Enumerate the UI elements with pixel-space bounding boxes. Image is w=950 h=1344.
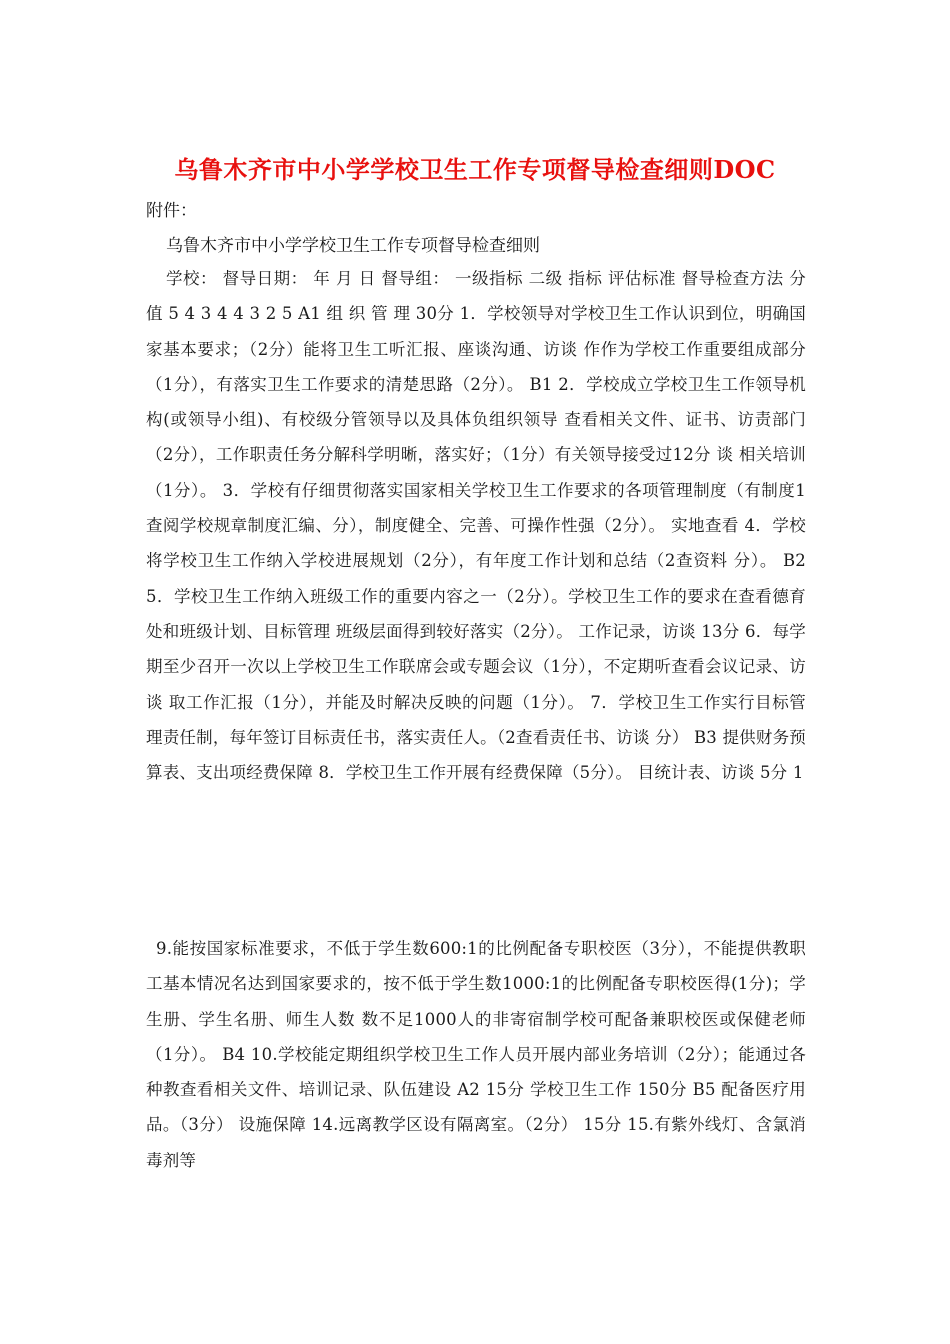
body-paragraph: 9.能按国家标准要求，不低于学生数600:1的比例配备专职校医（3分），不能提供教职工基本情况名达到国家要求的，按不低于学生数1000:1的比例配备专职校医得(1分)；学生册、学生名册、师生人数 数不足1000人的非寄宿制学校可配备兼职校医或保健老师（1分）。 B4 10.学校能定期组织学校卫生工作人员开展内部业务培训（2分）；能通过各种教查看相关文件、培训记录、队伍建设 A2 15分 学校卫生工作 150分 B5 配备医疗用品。（3分） 设施保障 14.远离教学区设有隔离室。（2分） 15分 15.有紫外线灯、含氯消毒剂等 (146, 939, 806, 1170)
attachment-label: 附件： (146, 201, 197, 221)
document-subtitle: 乌鲁木齐市中小学学校卫生工作专项督导检查细则 (166, 236, 540, 256)
body-paragraph: 学校： 督导日期： 年 月 日 督导组： 一级指标 二级 指标 评估标准 督导检查方法 分值 5 4 3 4 4 3 2 5 A1 组 织 管 理 30分 1．学校领导对学校卫生工作认识到位，明确国家基本要求；（2分）能将卫生工听汇报、座谈沟通、访谈 作作为学校工作重要组成部分（1分），有落实卫生工作要求的清楚思路（2分）。 B1 2．学校成立学校卫生工作领导机构(或领导小组)、有校级分管领导以及具体负组织领导 查看相关文件、证书、访责部门（2分），工作职责任务分解科学明晰，落实好；（1分）有关领导接受过12分 谈 相关培训（1分）。 3．学校有仔细贯彻落实国家相关学校卫生工作要求的各项管理制度（有制度1查阅学校规章制度汇编、分），制度健全、完善、可操作性强（2分）。 实地查看 4．学校将学校卫生工作纳入学校进展规划（2分），有年度工作计划和总结（2查资料 分）。 B2 5．学校卫生工作纳入班级工作的重要内容之一（2分）。学校卫生工作的要求在查看德育处和班级计划、目标管理 班级层面得到较好落实（2分）。 工作记录，访谈 13分 6．每学期至少召开一次以上学校卫生工作联席会或专题会议（1分），不定期听查看会议记录、访谈 取工作汇报（1分），并能及时解决反映的问题（1分）。 7．学校卫生工作实行目标管理责任制，每年签订目标责任书，落实责任人。（2查看责任书、访谈 分） B3 提供财务预算表、支出项经费保障 8．学校卫生工作开展有经费保障（5分）。 目统计表、访谈 5分 1 (146, 269, 806, 783)
document-title: 乌鲁木齐市中小学学校卫生工作专项督导检查细则DOC (174, 155, 776, 184)
